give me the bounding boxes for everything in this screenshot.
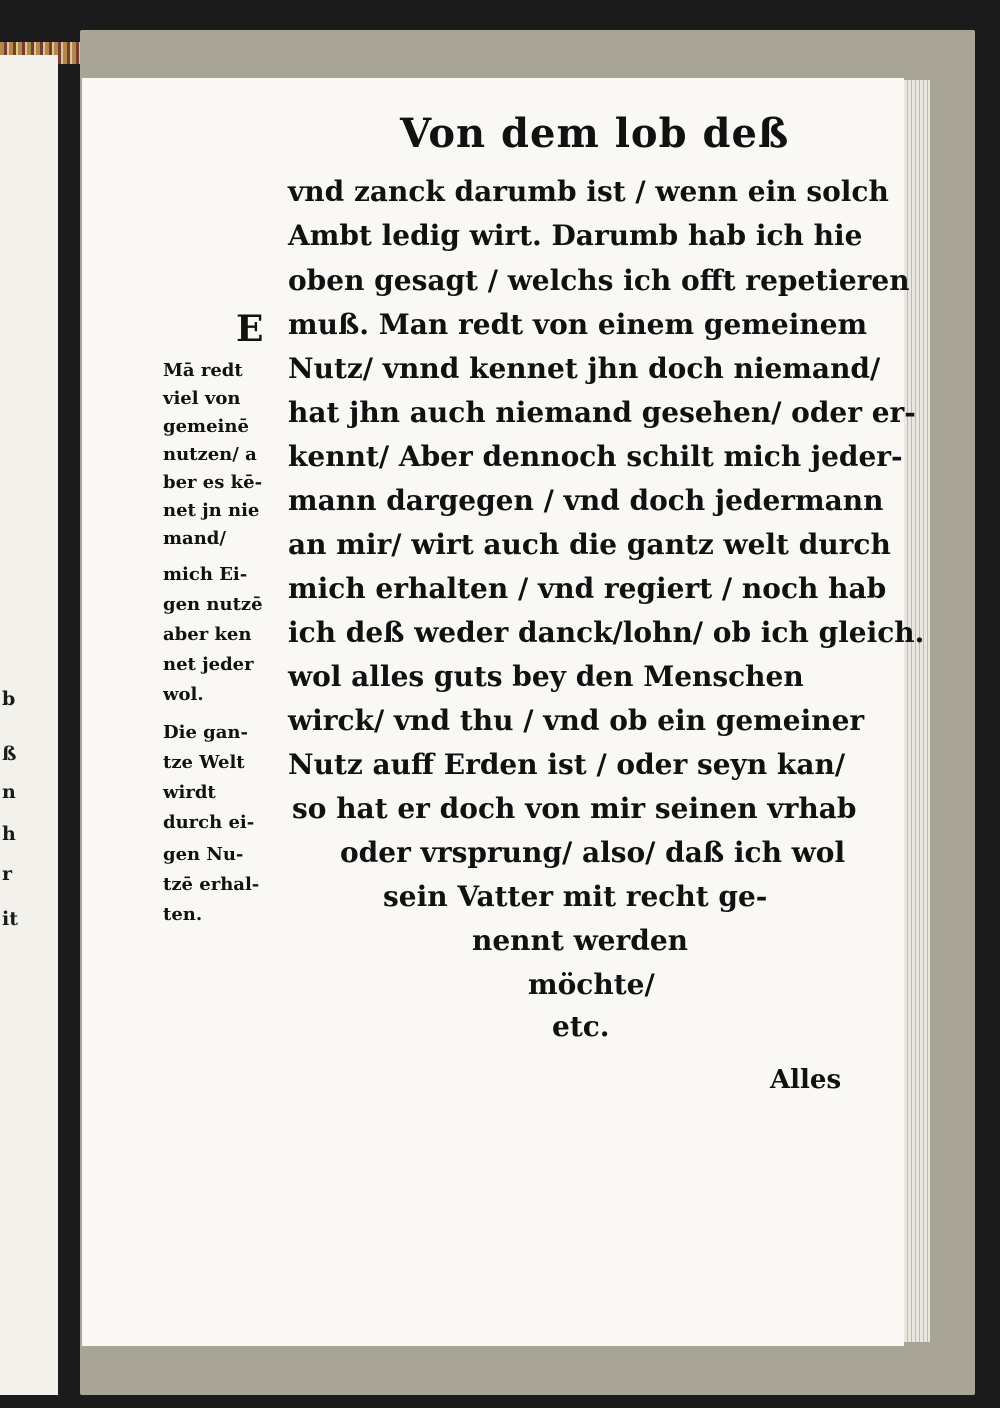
text-line: Ambt ledig wirt. Darumb hab ich hie [288, 219, 863, 252]
text-line: Nutz auff Erden ist / oder seyn kan/ [288, 748, 846, 781]
text-line: vnd zanck darumb ist / wenn ein solch [288, 175, 889, 208]
left-page-fragment: b [2, 688, 16, 710]
left-page-fragment: r [2, 863, 13, 885]
margin-note-line: mich Ei- [163, 564, 248, 585]
left-page-edge [0, 55, 58, 1395]
text-line: sein Vatter mit recht ge- [383, 880, 768, 913]
text-line: Nutz/ vnnd kennet jhn doch niemand/ [288, 352, 881, 385]
margin-note-line: ber es kē- [163, 472, 263, 493]
margin-note-line: wirdt [163, 782, 216, 803]
margin-note-line: net jn nie [163, 500, 260, 521]
running-header: Von dem lob deß [400, 110, 790, 157]
left-page-fragment: ß [2, 743, 17, 765]
margin-note-line: tzē erhal- [163, 874, 260, 895]
catchword: Alles [770, 1065, 842, 1095]
text-line: etc. [552, 1010, 610, 1043]
margin-note-line: viel von [163, 388, 241, 409]
text-line: ich deß weder danck/lohn/ ob ich gleich. [288, 616, 925, 649]
margin-note-line: mand/ [163, 528, 226, 549]
margin-note-line: tze Welt [163, 752, 245, 773]
text-line: möchte/ [528, 968, 655, 1001]
left-page-fragment: it [2, 908, 18, 930]
margin-note-line: Die gan- [163, 722, 248, 743]
text-line: kennt/ Aber dennoch schilt mich jeder- [288, 440, 903, 473]
text-line: wol alles guts bey den Menschen [288, 660, 804, 693]
text-line: nennt werden [472, 924, 688, 957]
margin-note-line: ten. [163, 904, 203, 925]
text-line: an mir/ wirt auch die gantz welt durch [288, 528, 891, 561]
margin-note-line: gen nutzē [163, 594, 263, 615]
text-line: so hat er doch von mir seinen vrhab [292, 792, 857, 825]
margin-note-line: wol. [163, 684, 204, 705]
text-line: wirck/ vnd thu / vnd ob ein gemeiner [288, 704, 865, 737]
text-line: oben gesagt / welchs ich offt repetieren [288, 264, 910, 297]
text-line: muß. Man redt von einem gemeinem [288, 308, 868, 341]
left-page-fragment: n [2, 781, 16, 803]
margin-note-line: durch ei- [163, 812, 255, 833]
text-line: mich erhalten / vnd regiert / noch hab [288, 572, 887, 605]
paragraph-mark: E [236, 308, 264, 350]
margin-note-line: nutzen/ a [163, 444, 257, 465]
margin-note-line: gen Nu- [163, 844, 244, 865]
text-line: mann dargegen / vnd doch jedermann [288, 484, 884, 517]
margin-note-line: gemeinē [163, 416, 249, 437]
text-line: hat jhn auch niemand gesehen/ oder er- [288, 396, 916, 429]
left-page-fragment: h [2, 823, 16, 845]
margin-note-line: aber ken [163, 624, 252, 645]
margin-note-line: net jeder [163, 654, 254, 675]
text-line: oder vrsprung/ also/ daß ich wol [340, 836, 846, 869]
margin-note-line: Mā redt [163, 360, 243, 381]
